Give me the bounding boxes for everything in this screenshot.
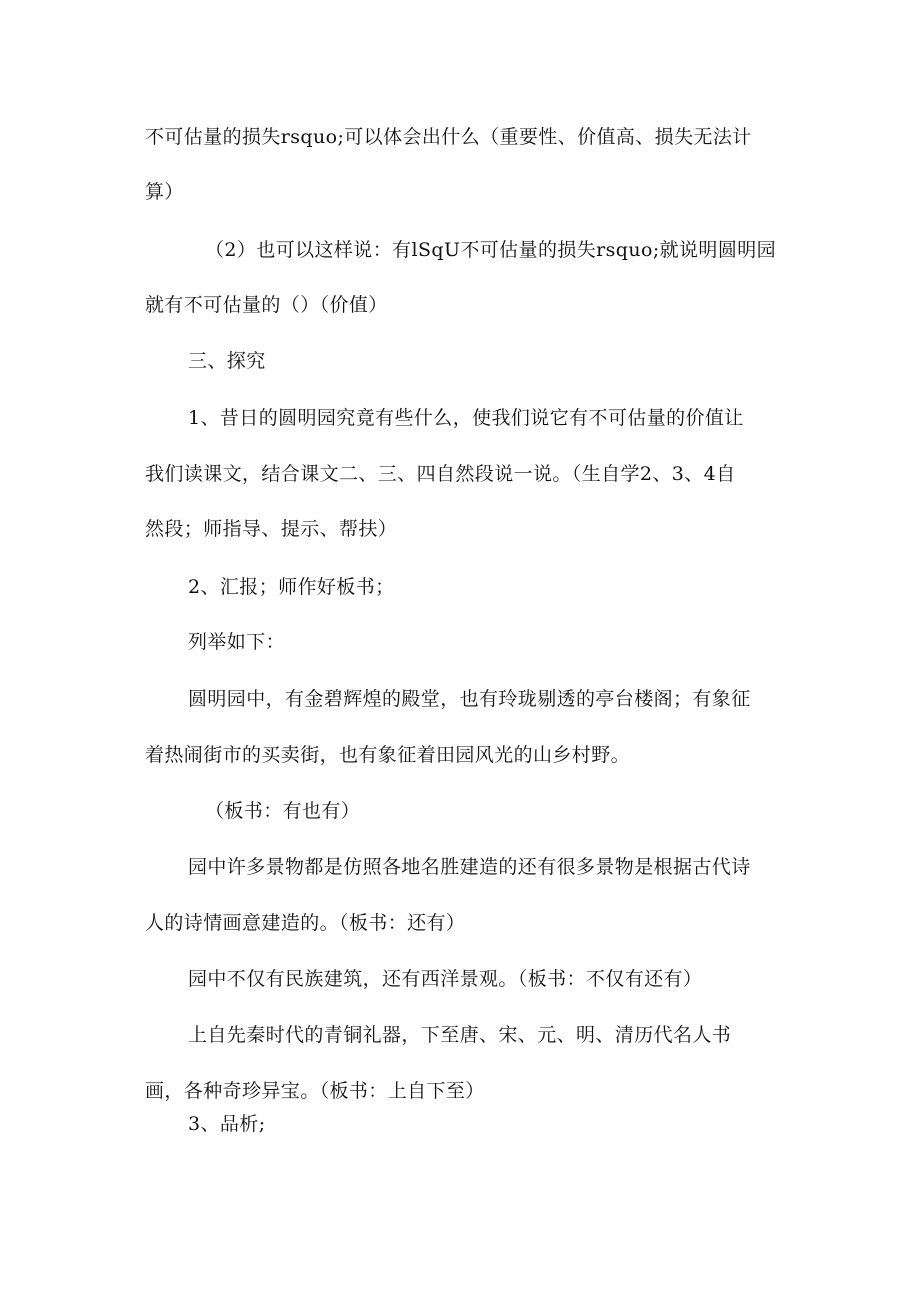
section-heading: 三、探究 [188, 350, 266, 372]
text-line-9: 2、汇报；师作好板书； [188, 576, 395, 598]
text-line-2: 算） [145, 181, 184, 203]
text-line-11: 圆明园中，有金碧辉煌的殿堂，也有玲珑剔透的亭台楼阁；有象征 [188, 688, 751, 710]
text-line-19: 3、品析; [188, 1113, 266, 1135]
text-line-4: 就有不可估量的（）（价值） [145, 294, 388, 316]
text-line-10: 列举如下： [188, 631, 286, 653]
text-line-17: 上自先秦时代的青铜礼器，下至唐、宋、元、明、清历代名人书 [188, 1024, 732, 1046]
text-line-8: 然段；师指导、提示、帮扶） [145, 518, 398, 540]
text-line-12: 着热闹街市的买卖街，也有象征着田园风光的山乡村野。 [145, 744, 631, 766]
text-line-7: 我们读课文，结合课文二、三、四自然段说一说。（生自学2、3、4自 [145, 463, 736, 485]
text-line-16: 园中不仅有民族建筑，还有西洋景观。（板书：不仅有还有） [188, 968, 703, 990]
text-line-18: 画，各种奇珍异宝。（板书：上自下至） [145, 1080, 485, 1102]
text-line-13: （板书：有也有） [205, 800, 361, 822]
text-line-15: 人的诗情画意建造的。（板书：还有） [145, 912, 466, 934]
text-line-14: 园中许多景物都是仿照各地名胜建造的还有很多景物是根据古代诗 [188, 856, 751, 878]
text-line-1: 不可估量的损失rsquo;可以体会出什么（重要性、价值高、损失无法计 [145, 126, 752, 148]
text-line-6: 1、昔日的圆明园究竟有些什么，使我们说它有不可估量的价值让 [188, 407, 744, 429]
text-line-3: （2）也可以这样说：有lSqU不可估量的损失rsquo;就说明圆明园 [205, 239, 777, 261]
